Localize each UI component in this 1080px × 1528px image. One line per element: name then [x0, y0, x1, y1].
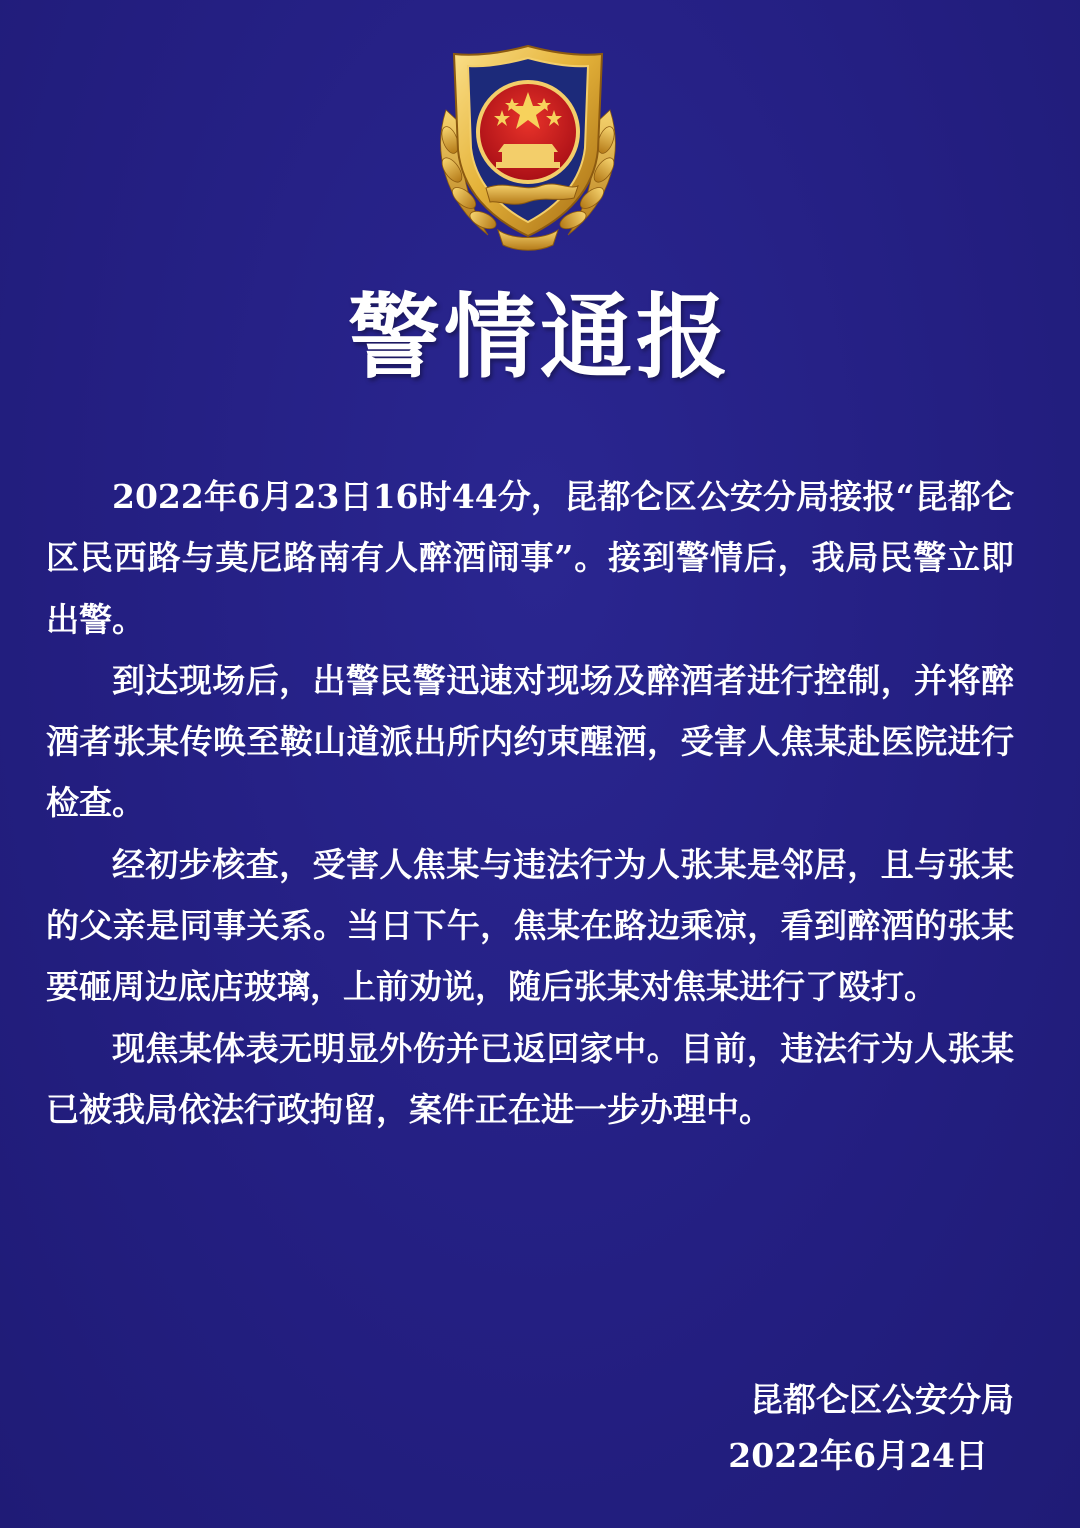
paragraph-1: 2022年6月23日16时44分，昆都仑区公安分局接报“昆都仑区民西路与莫尼路南有人醉酒闹事”。接到警情后，我局民警立即出警。 — [46, 477, 1014, 639]
paragraph-2: 到达现场后，出警民警迅速对现场及醉酒者进行控制，并将醉酒者张某传唤至鞍山道派出所内约束醒酒，受害人焦某赴医院进行检查。 — [46, 660, 1014, 823]
paragraph-3: 经初步核查，受害人焦某与违法行为人张某是邻居，且与张某的父亲是同事关系。当日下午，焦某在路边乘凉，看到醉酒的张某要砸周边底店玻璃，上前劝说，随后张某对焦某进行了殴打。 — [46, 844, 1014, 1007]
paragraph-4: 现焦某体表无明显外伤并已返回家中。目前，违法行为人张某已被我局依法行政拘留，案件正在进一步办理中。 — [46, 1028, 1014, 1129]
police-emblem-icon — [428, 40, 628, 255]
notice-body — [46, 466, 1014, 1140]
notice-title: 警情通报 — [347, 283, 732, 391]
issue-date: 2022年6月24日 — [728, 1436, 988, 1475]
issuing-organization: 昆都仑区公安分局 — [750, 1380, 1014, 1419]
signature-block — [594, 1372, 1014, 1484]
